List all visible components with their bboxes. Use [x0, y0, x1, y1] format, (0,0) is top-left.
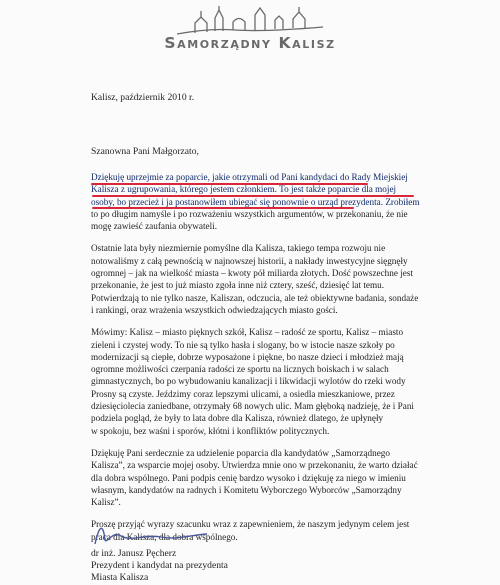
text-line: i rankingi, oraz wrażenia wszystkich odwiedzających miasto gości.	[91, 304, 338, 315]
logo-title: Samorządny Kalisz	[164, 34, 336, 52]
text-line: w spokoju, bez waśni i sporów, kłótni i konfliktów politycznych.	[91, 425, 330, 436]
text-line: Ostatnie lata były niezmiernie pomyślne dla Kalisza, takiego tempa rozwoju nie	[91, 243, 386, 254]
text-line: osoby, bo przecież i ja postanowiłem ubiegać się ponownie o urząd prezydenta. Zrobiłem	[91, 196, 420, 207]
letterhead-logo	[0, 6, 500, 54]
text-line: Mówimy: Kalisz – miasto pięknych szkół, Kalisz – radość ze sportu, Kalisz – miasto	[91, 327, 404, 338]
text-line: Prosny są czyste. Jeździmy coraz lepszymi ulicami, a osiedla mieszkaniowe, przez	[91, 388, 395, 399]
signer-name: dr inż. Janusz Pęcherz	[91, 548, 177, 559]
place-date: Kalisz, październik 2010 r.	[91, 92, 195, 103]
text-line: Kalisza”, za wsparcie mojej osoby. Utwierdza mnie ono w przekonaniu, że warto działać	[91, 460, 418, 471]
text-line: modernizacji są ciepłe, dobrze wyposażone i piękne, bo nasze dzieci i młodzież mają	[91, 351, 404, 362]
text-line: Potwierdzają to nie tylko nasze, Kaliszan, odczucia, ale też obiektywne badania, sondaże	[91, 292, 419, 303]
text-line: ogromnej – jak na wielkość miasta – kwoty pół miliarda złotych. Dość powszechne jest	[91, 268, 413, 279]
text-line: Dziękuję Pani serdecznie za udzielenie poparcia dla kandydatów „Samorządnego	[91, 447, 390, 458]
text-line: przekonanie, że jest to już miasto zgoła inne niż cztery, sześć, dziesięć lat temu.	[91, 280, 385, 291]
paragraph-3	[91, 326, 461, 437]
text-line: zieleni i czystej wody. To nie są tylko hasła i slogany, bo w istocie nasze szkoły po	[91, 339, 395, 350]
text-line: podziela pogląd, że były to lata dobre dla Kalisza, również dlatego, że upłynęły	[91, 413, 384, 424]
text-line: ogromne możliwości czerpania radości ze sportu na licznych boiskach i w salach	[91, 364, 389, 375]
paragraph-4	[91, 447, 461, 508]
signature	[91, 520, 211, 546]
text-line: mogę zawieść zaufania obywateli.	[91, 221, 218, 232]
text-line: Kalisza z ugrupowania, którego jestem członkiem. To jest także poparcie dla mojej	[91, 184, 397, 195]
text-line: Proszę przyjąć wyrazy szacunku wraz z zapewnieniem, że naszym jedynym celem jest	[91, 519, 410, 530]
signer-title: Prezydent i kandydat na prezydenta	[91, 560, 228, 571]
signer-block	[91, 548, 228, 584]
text-line: gimnastycznych, bo po wybudowaniu kanalizacji i likwidacji wylotów do rzeki wody	[91, 376, 406, 387]
text-line: dziesięciolecia zaniedbane, otrzymały 68 nowych ulic. Mam głęboką nadzieję, że i Pani	[91, 401, 414, 412]
text-line: notowaliśmy z całą pewnością w najnowszej historii, a nakłady inwestycyjne sięgnęły	[91, 255, 408, 266]
town-skyline-icon	[175, 6, 325, 36]
text-line: dla dobra wspólnego. Pani podpis cenię bardzo wysoko i dziękuję za niego w imieniu	[91, 472, 406, 483]
letter-body	[91, 171, 461, 553]
text-line: Kalisz”.	[91, 497, 121, 508]
paragraph-1	[91, 171, 461, 232]
signer-city: Miasta Kalisza	[91, 572, 149, 583]
salutation: Szanowna Pani Małgorzato,	[91, 146, 199, 157]
text-line: Dziękuję uprzejmie za poparcie, jakie otrzymali od Pani kandydaci do Rady Miejskiej	[91, 172, 408, 182]
text-line: to po długim namyśle i po rozważeniu wszystkich argumentów, w przekonaniu, że nie	[91, 208, 408, 219]
text-line: własnym, kandydatów na radnych i Komitetu Wyborczego Wyborców „Samorządny	[91, 484, 402, 495]
text-line: praca dla Kalisza, dla dobra wspólnego.	[91, 531, 238, 542]
paragraph-2	[91, 242, 461, 316]
